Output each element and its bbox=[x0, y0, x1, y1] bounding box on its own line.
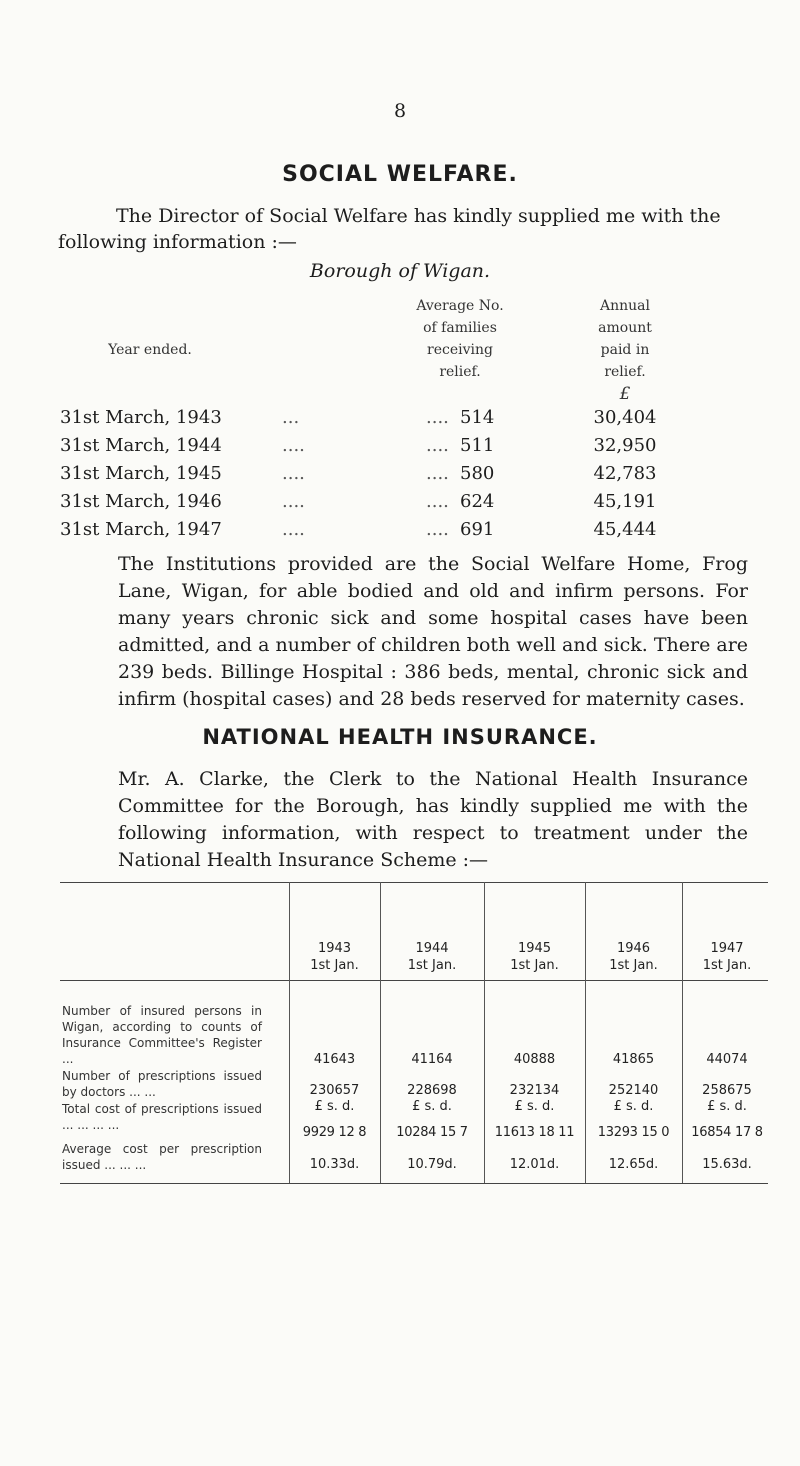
average-cost-value: 12.65d. bbox=[608, 1157, 659, 1172]
year-sub: 1st Jan. bbox=[609, 958, 658, 973]
relief-row bbox=[60, 519, 740, 547]
insured-value: 41865 bbox=[612, 1052, 655, 1067]
relief-amount: 42,783 bbox=[593, 463, 657, 484]
money-header: £ s. d. bbox=[314, 1099, 355, 1114]
families-header-line: Average No. bbox=[416, 298, 504, 314]
page-number: 8 bbox=[393, 100, 407, 122]
year-sub: 1st Jan. bbox=[702, 958, 752, 973]
money-header: £ s. d. bbox=[412, 1099, 452, 1114]
prescriptions-value: 252140 bbox=[608, 1083, 659, 1098]
row-label-average-cost: Average cost per prescription issued ... ... ... bbox=[62, 1142, 262, 1172]
average-cost-value: 10.33d. bbox=[309, 1157, 360, 1172]
relief-families: 514 bbox=[460, 407, 495, 428]
average-cost-value: 15.63d. bbox=[702, 1157, 752, 1172]
year-sub: 1st Jan. bbox=[310, 958, 359, 973]
leader-dots: .... bbox=[282, 491, 305, 512]
year-label: 1943 bbox=[317, 941, 352, 956]
year-header bbox=[682, 940, 772, 974]
total-cost-value: 13293 15 0 bbox=[597, 1125, 670, 1140]
year-sub: 1st Jan. bbox=[510, 958, 559, 973]
relief-amount: 45,444 bbox=[593, 519, 657, 540]
families-column-header bbox=[380, 295, 540, 383]
relief-families: 511 bbox=[460, 435, 495, 456]
total-cost-value: 10284 15 7 bbox=[396, 1125, 468, 1140]
amount-column-header bbox=[560, 295, 690, 383]
year-header bbox=[484, 940, 585, 974]
relief-row bbox=[60, 463, 740, 491]
prescriptions-value: 232134 bbox=[509, 1083, 560, 1098]
leader-dots: ... bbox=[282, 407, 300, 428]
leader-dots: .... bbox=[426, 435, 449, 456]
families-header-line: relief. bbox=[439, 364, 481, 380]
row-label-total-cost: Total cost of prescriptions issued ... ... ... ... bbox=[62, 1102, 262, 1132]
amount-header-line: relief. bbox=[604, 364, 646, 380]
social-welfare-heading: SOCIAL WELFARE. bbox=[282, 162, 518, 187]
row-label-prescriptions: Number of prescriptions issued by doctors ... ... bbox=[62, 1069, 262, 1099]
relief-families: 580 bbox=[460, 463, 495, 484]
average-cost-value: 10.79d. bbox=[407, 1157, 457, 1172]
nhi-text: Mr. A. Clarke, the Clerk to the National Health Insurance Committee for the Borough, has kindly supplied me with the following information, with respect to treatment under the National Health Insurance Scheme :— bbox=[118, 768, 748, 871]
table-header-rule bbox=[60, 980, 768, 981]
year-sub: 1st Jan. bbox=[407, 958, 457, 973]
leader-dots: .... bbox=[426, 491, 449, 512]
leader-dots: .... bbox=[426, 407, 449, 428]
relief-amount: 30,404 bbox=[593, 407, 657, 428]
prescriptions-value: 230657 bbox=[309, 1083, 360, 1098]
families-header-line: receiving bbox=[427, 342, 493, 358]
year-header bbox=[289, 940, 380, 974]
year-label: 1944 bbox=[415, 941, 449, 956]
year-column-header: Year ended. bbox=[108, 342, 192, 358]
prescriptions-value: 258675 bbox=[702, 1083, 752, 1098]
total-cost-value: 11613 18 11 bbox=[494, 1125, 575, 1140]
families-header-line: of families bbox=[423, 320, 497, 336]
intro-line-1: The Director of Social Welfare has kindly supplied me with the bbox=[116, 205, 721, 227]
row-label-insured: Number of insured persons in Wigan, according to counts of Insurance Committee's Register ... bbox=[62, 1004, 262, 1066]
relief-date: 31st March, 1945 bbox=[60, 463, 222, 484]
year-header bbox=[380, 940, 484, 974]
table-subtitle: Borough of Wigan. bbox=[309, 260, 491, 282]
leader-dots: .... bbox=[426, 519, 449, 540]
relief-date: 31st March, 1947 bbox=[60, 519, 222, 540]
relief-date: 31st March, 1946 bbox=[60, 491, 222, 512]
money-header: £ s. d. bbox=[707, 1099, 747, 1114]
relief-families: 624 bbox=[460, 491, 495, 512]
relief-date: 31st March, 1943 bbox=[60, 407, 222, 428]
leader-dots: .... bbox=[282, 519, 305, 540]
insured-value: 41643 bbox=[313, 1052, 356, 1067]
institutions-text: The Institutions provided are the Social Welfare Home, Frog Lane, Wigan, for able bodied and old and infirm persons. For many years chronic sick and some hospital cases have been admitted, and a number of children both well and sick. There are 239 beds. Billinge Hospital : 386 beds, mental, chronic sick and infirm (hospital cases) and 28 beds reserved for maternity cases. bbox=[118, 553, 749, 710]
leader-dots: .... bbox=[426, 463, 449, 484]
year-label: 1947 bbox=[710, 941, 744, 956]
prescriptions-value: 228698 bbox=[407, 1083, 457, 1098]
relief-amount: 45,191 bbox=[593, 491, 657, 512]
amount-header-line: amount bbox=[598, 320, 652, 336]
relief-amount: 32,950 bbox=[593, 435, 657, 456]
table-bottom-rule bbox=[60, 1183, 768, 1184]
amount-header-line: paid in bbox=[600, 342, 650, 358]
money-header: £ s. d. bbox=[613, 1099, 654, 1114]
total-cost-value: 16854 17 8 bbox=[691, 1125, 763, 1140]
intro-line-2: following information :— bbox=[58, 231, 297, 253]
relief-families: 691 bbox=[460, 519, 495, 540]
institutions-paragraph bbox=[60, 551, 748, 713]
nhi-heading: NATIONAL HEALTH INSURANCE. bbox=[202, 725, 598, 749]
money-header: £ s. d. bbox=[514, 1099, 555, 1114]
year-header bbox=[585, 940, 682, 974]
insured-value: 41164 bbox=[411, 1052, 453, 1067]
insured-value: 40888 bbox=[513, 1052, 556, 1067]
relief-row bbox=[60, 435, 740, 463]
social-welfare-intro bbox=[58, 203, 748, 255]
year-label: 1946 bbox=[616, 941, 651, 956]
table-top-rule bbox=[60, 882, 768, 883]
total-cost-value: 9929 12 8 bbox=[302, 1125, 367, 1140]
relief-date: 31st March, 1944 bbox=[60, 435, 222, 456]
insured-value: 44074 bbox=[706, 1052, 748, 1067]
leader-dots: .... bbox=[282, 463, 305, 484]
relief-row bbox=[60, 491, 740, 519]
leader-dots: .... bbox=[282, 435, 305, 456]
currency-symbol: £ bbox=[619, 384, 631, 404]
nhi-paragraph bbox=[60, 766, 748, 874]
year-label: 1945 bbox=[517, 941, 552, 956]
amount-header-line: Annual bbox=[600, 298, 650, 314]
relief-row bbox=[60, 407, 740, 435]
average-cost-value: 12.01d. bbox=[509, 1157, 560, 1172]
